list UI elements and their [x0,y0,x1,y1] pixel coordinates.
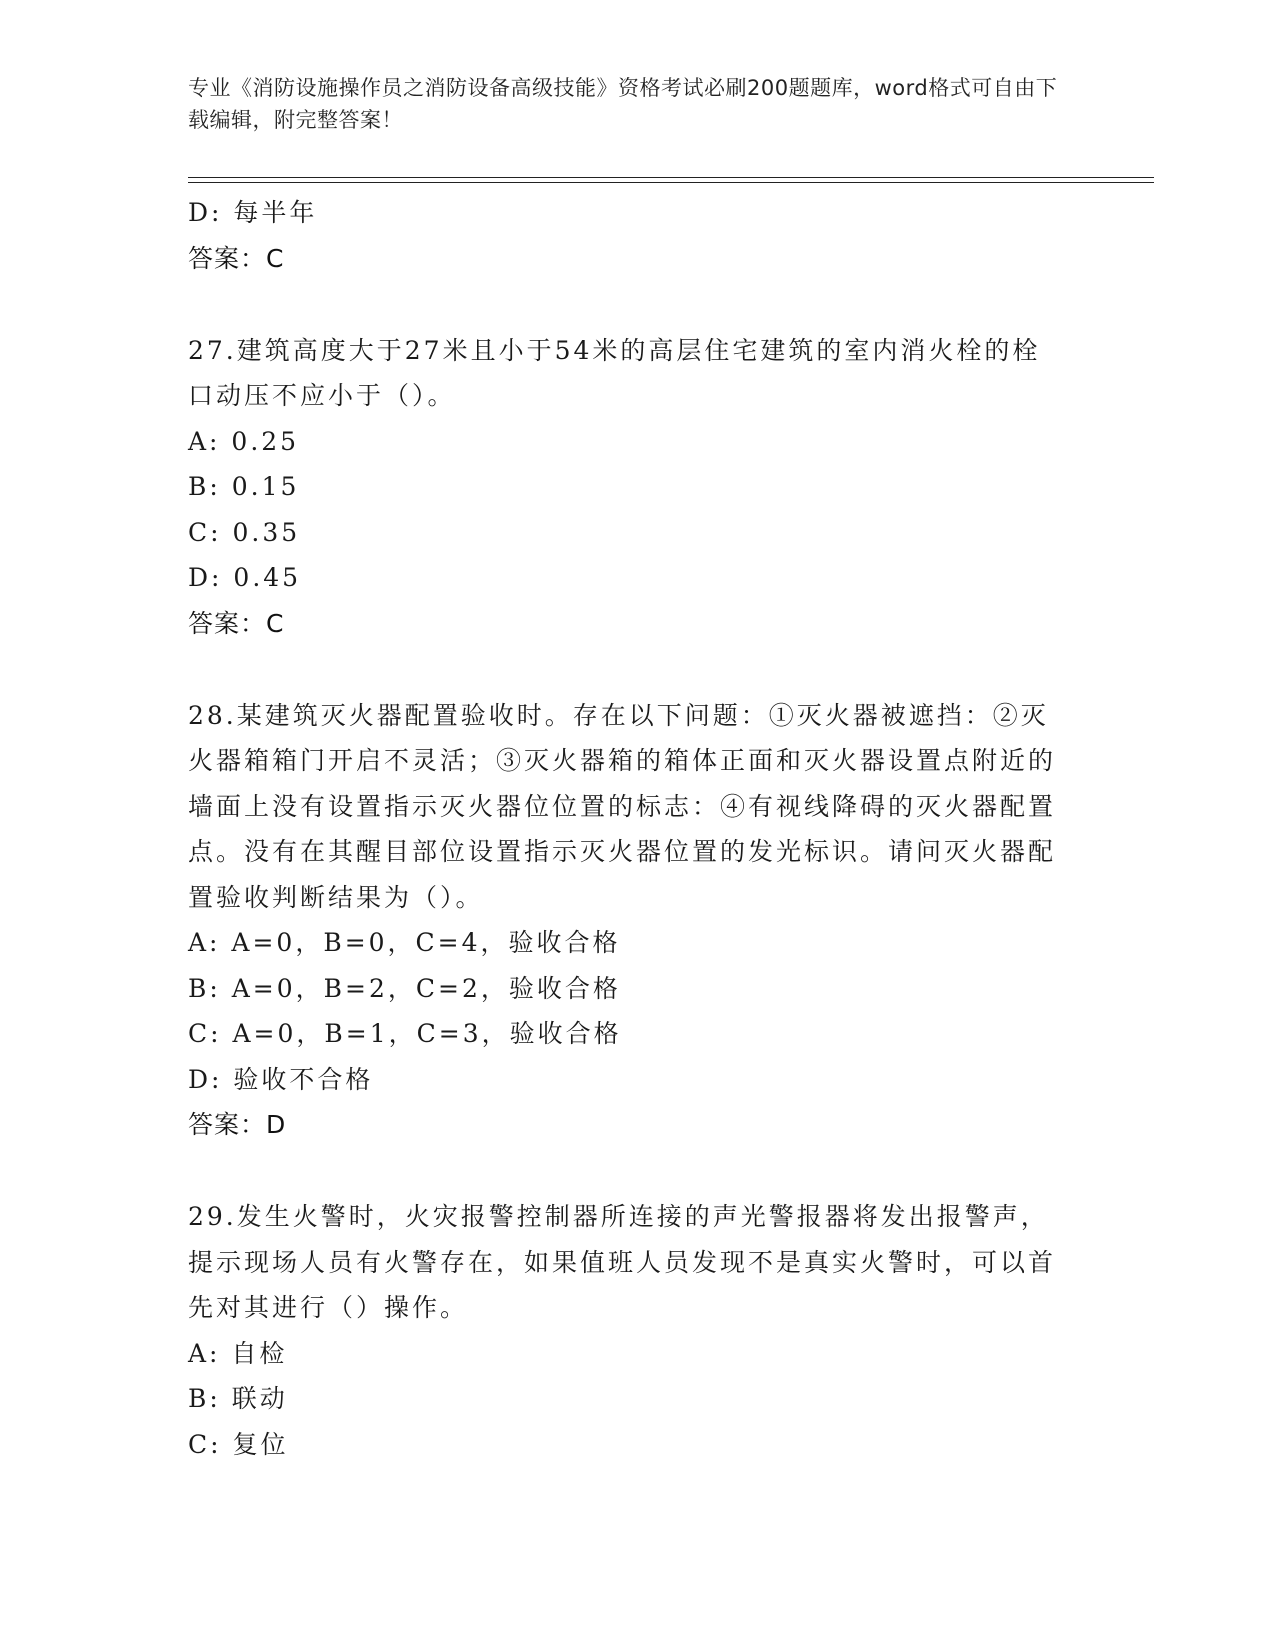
option-d: D: 验收不合格 [188,1064,374,1094]
answer: 答案：C [188,608,285,638]
option-d: D: 每半年 [188,198,318,227]
option-a: A: 自检 [188,1338,288,1368]
option-b: B: 联动 [188,1384,288,1413]
question-text: 28.某建筑灭火器配置验收时。存在以下问题：①灭火器被遮挡：②灭火器箱箱门开启不灵活；③灭火器箱的箱体正面和灭火器设置点附近的墙面上没有设置指示灭火器位位置的标志：④有视线降碍的灭火器配置点。没有在其醒目部位设置指示灭火器位置的发光标识。请问灭火器配置验收判断结果为（）。 [188,700,1057,912]
header-rule-top [188,177,1154,178]
option-a: A: 0.25 [188,426,300,456]
question-27 [188,328,1078,647]
option-b: B: A=0，B=2，C=2，验收合格 [188,973,621,1003]
option-c: C: 0.35 [188,517,301,547]
question-29 [188,1194,1078,1467]
answer: 答案：D [188,1110,287,1139]
option-c: C: 复位 [188,1429,289,1459]
question-text: 27.建筑高度大于27米且小于54米的高层住宅建筑的室内消火栓的栓口动压不应小于（）。 [188,335,1041,410]
option-a: A: A=0，B=0，C=4，验收合格 [188,928,621,957]
header-rule-bottom [188,182,1154,183]
prev-question-tail [188,190,1078,282]
question-28 [188,693,1078,1149]
option-d: D: 0.45 [188,563,302,592]
document-header: 专业《消防设施操作员之消防设备高级技能》资格考试必刷200题题库，word格式可自由下载编辑，附完整答案！ [188,76,1058,132]
question-text: 29.发生火警时，火灾报警控制器所连接的声光警报器将发出报警声，提示现场人员有火警存在，如果值班人员发现不是真实火警时，可以首先对其进行（）操作。 [188,1202,1057,1322]
option-c: C: A=0，B=1，C=3，验收合格 [188,1019,622,1048]
document-body [188,190,1078,1467]
option-b: B: 0.15 [188,472,300,501]
answer: 答案：C [188,243,285,273]
